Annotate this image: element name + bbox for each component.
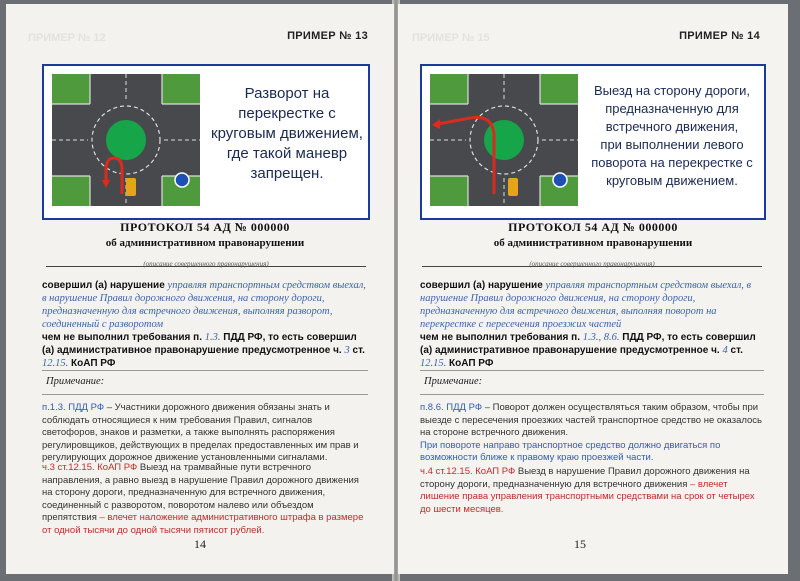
illustration-caption [208, 84, 366, 184]
violation-st: ст. [730, 345, 743, 356]
protocol-subtitle: об административном правонарушении [105, 237, 305, 249]
violation-code: КоАП РФ [71, 358, 116, 369]
caption-line: запрещен. [250, 165, 324, 182]
protocol-title: ПРОТОКОЛ 54 АД № 000000 [120, 220, 290, 234]
caption-line: круговым движением, [211, 125, 363, 142]
note-2-text: Выезд в нарушение Правил дорожного движения на сторону дороги, предназначенную для встречного движения [420, 466, 750, 490]
divider [42, 394, 368, 395]
committed-handwritten: управляя транспортным средством выехал, в нарушение Правил дорожного движения, на сторону дороги, предназначенную для встречного движения, выполняя разворот, соединенный с разворотом [42, 280, 366, 330]
caption-line: Выезд на сторону дороги, [593, 83, 751, 98]
bleed-through-header: ПРИМЕР № 12 [28, 32, 106, 44]
violation-code: КоАП РФ [449, 358, 494, 369]
violation-article: 12.15. [420, 358, 447, 369]
roundabout-diagram-icon [430, 74, 578, 206]
note-2-ref: ч.3 ст.12.15. КоАП РФ [42, 462, 138, 473]
description-caption: (описание совершенного правонарушения) [529, 260, 655, 268]
caption-line: круговым движением. [606, 173, 738, 188]
protocol-title: ПРОТОКОЛ 54 АД № 000000 [508, 220, 678, 234]
committed-label: совершил (а) нарушение [42, 280, 165, 291]
caption-line: перекрестке с [238, 105, 336, 122]
note-2-penalty: – влечет лишение права управления транспортными средствами на срок от четырех до шести месяцев. [420, 478, 755, 515]
note-1-extra: При повороте направо транспортное средство должно двигаться по возможности ближе к правому краю проезжей части. [420, 439, 721, 463]
example-number: ПРИМЕР № 13 [287, 30, 368, 42]
divider [420, 370, 764, 371]
protocol-heading [428, 220, 758, 249]
note-1 [42, 402, 368, 465]
violation-st: ст. [352, 345, 365, 356]
note-1-ref: п.8.6. ПДД РФ [420, 402, 483, 413]
description-caption: (описание совершенного правонарушения) [143, 260, 269, 268]
violation-part: 3 [344, 345, 350, 356]
violation-mid: ПДД РФ, то есть совершил (а) административное правонарушение предусмотренное ч. [42, 332, 357, 356]
caption-line: предназначенную для [605, 101, 739, 116]
committed-label: совершил (а) нарушение [420, 280, 543, 291]
illustration-caption [582, 82, 762, 190]
page-number: 14 [194, 537, 206, 551]
caption-line: встречного движения, [605, 119, 739, 134]
note-1-ref: п.1.3. ПДД РФ [42, 402, 105, 413]
note-1-text: – Поворот должен осуществляться таким образом, чтобы при выезде с пересечения проезжих частей транспортное средство не оказалось на стороне встречного движения. [420, 402, 762, 438]
note-heading: Примечание: [424, 376, 483, 387]
roundabout-diagram-icon [52, 74, 200, 206]
violation-prefix: чем не выполнил требования п. [420, 332, 580, 343]
note-2-text: Выезд на трамвайные пути встречного направления, а равно выезд в нарушение Правил дорожного движения на сторону дороги, предназначенную для встречного движения, соединенный с разворотом, поворотом налево или объездом препятствия [42, 462, 359, 523]
protocol-body [420, 279, 764, 370]
left-page [6, 4, 394, 574]
illustration-card [420, 64, 766, 220]
right-page [398, 4, 788, 574]
bleed-through-header: ПРИМЕР № 15 [412, 32, 490, 44]
protocol-body [42, 279, 368, 370]
committed-handwritten: управляя транспортным средством выехал, в нарушение Правил дорожного движения, на сторону дороги, предназначенную для встречного движения, выполняя поворот на перекрестке с пересечения проезжих частей [420, 280, 752, 330]
violation-article: 12.15. [42, 358, 69, 369]
violation-points: 1.3. [204, 332, 221, 343]
note-2 [42, 462, 368, 537]
protocol-heading [46, 220, 364, 249]
note-2-penalty: – влечет наложение административного штрафа в размере от одной тысячи до одной тысячи пятисот рублей. [42, 512, 364, 536]
page-number: 15 [574, 537, 586, 551]
note-1-text: – Участники дорожного движения обязаны знать и соблюдать относящиеся к ним требования Правил, сигналов светофоров, знаков и разметки, а также выполнять распоряжения регулировщиков, действующих в пределах предоставленных им прав и регулирующих дорожное движение установленными сигналами. [42, 402, 359, 463]
violation-part: 4 [722, 345, 728, 356]
violation-prefix: чем не выполнил требования п. [42, 332, 202, 343]
illustration-card [42, 64, 370, 220]
caption-line: где такой маневр [226, 145, 348, 162]
protocol-subtitle: об административном правонарушении [493, 237, 693, 249]
note-heading: Примечание: [46, 376, 105, 387]
divider [420, 394, 764, 395]
caption-line: при выполнении левого [600, 137, 744, 152]
note-2-ref: ч.4 ст.12.15. КоАП РФ [420, 466, 516, 477]
example-number: ПРИМЕР № 14 [679, 30, 760, 42]
divider [42, 370, 368, 371]
note-2 [420, 466, 764, 516]
caption-line: Разворот на [244, 85, 330, 102]
note-1 [420, 402, 764, 465]
violation-points: 1.3., 8.6. [582, 332, 620, 343]
caption-line: поворота на перекрестке с [591, 155, 753, 170]
violation-mid: ПДД РФ, то есть совершил (а) административное правонарушение предусмотренное ч. [420, 332, 756, 356]
